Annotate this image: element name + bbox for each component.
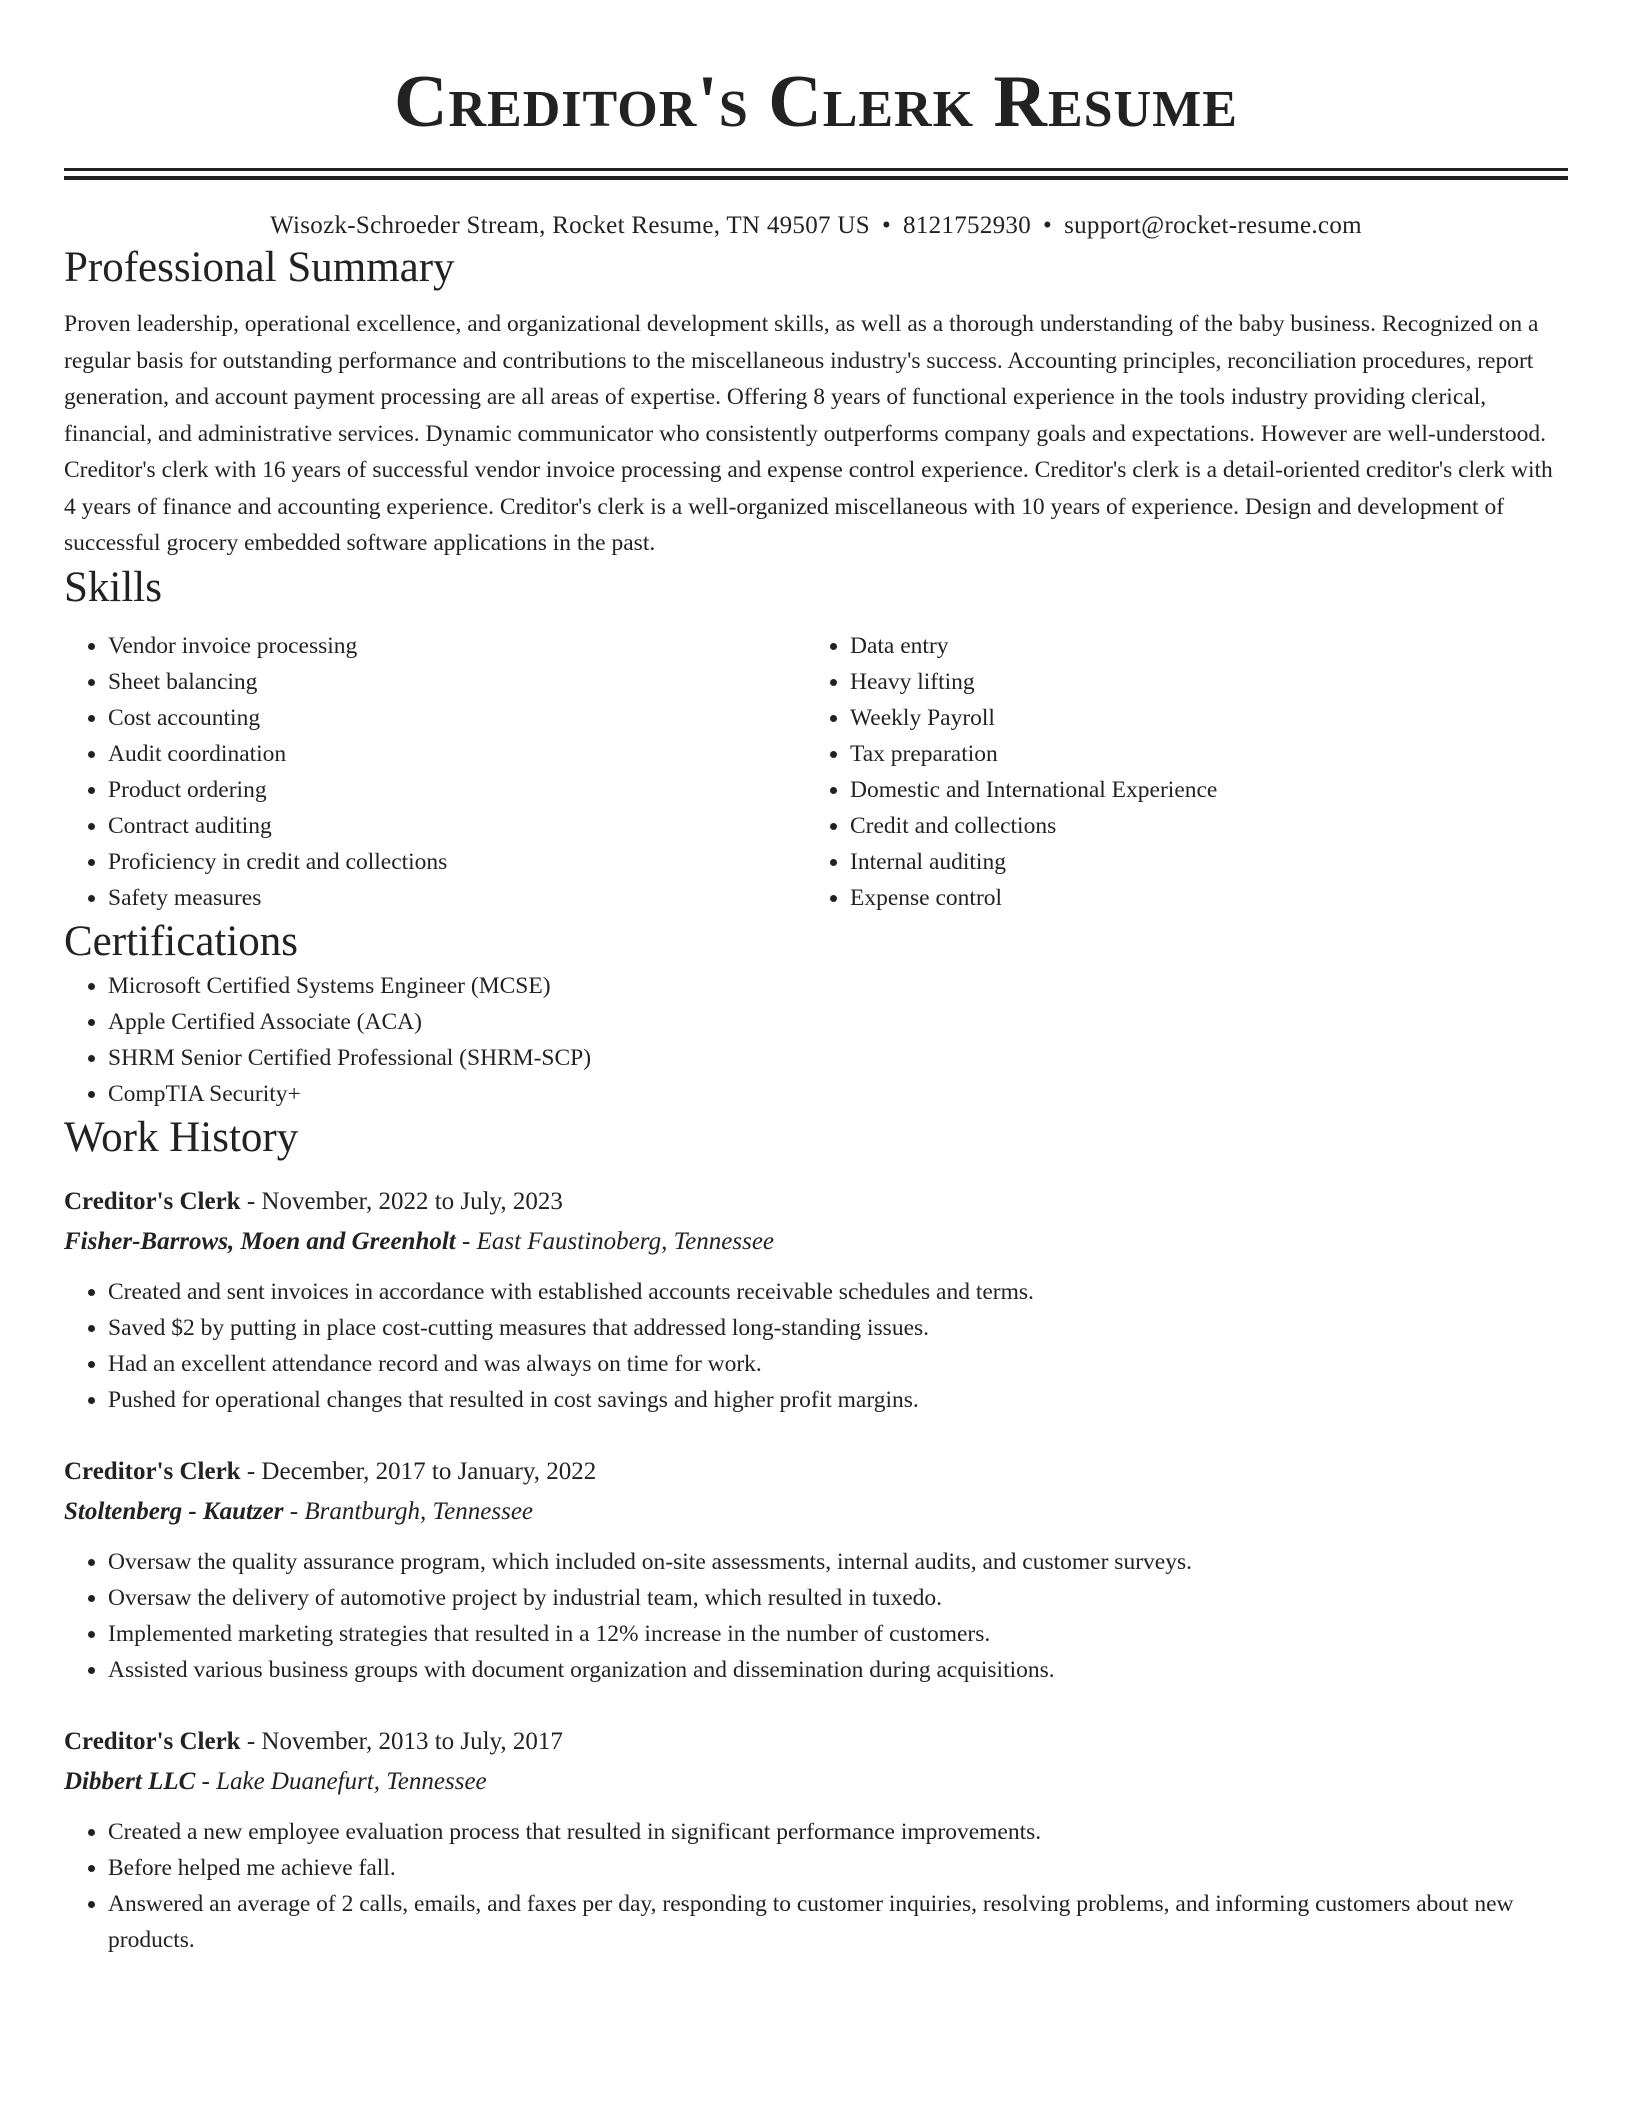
certification-item: • Microsoft Certified Systems Engineer (MCSE) [108,968,1568,1004]
job-duty: • Had an excellent attendance record and was always on time for work. [108,1346,1568,1382]
job-location: Lake Duanefurt, Tennessee [216,1767,487,1795]
skills-column-right [806,628,1548,916]
contact-email: support@rocket-resume.com [1064,212,1362,239]
skill-item: • Expense control [850,880,1548,916]
skill-item: • Internal auditing [850,844,1548,880]
skill-item: • Heavy lifting [850,664,1548,700]
job-company-line: Fisher-Barrows, Moen and Greenholt - East Faustinoberg, Tennessee [64,1227,775,1255]
job-duty: • Saved $2 by putting in place cost-cutting measures that addressed long-standing issues. [108,1310,1568,1346]
work-history-heading: Work History [64,1113,299,1161]
job-duty: • Oversaw the delivery of automotive project by industrial team, which resulted in tuxedo. [108,1580,1568,1616]
skills-column-left [64,628,806,916]
skills-list-right [806,628,1548,916]
job-duty: • Pushed for operational changes that resulted in cost savings and higher profit margins. [108,1382,1568,1418]
summary-heading: Professional Summary [64,244,455,291]
skill-item: • Sheet balancing [108,664,806,700]
job-duty: • Before helped me achieve fall. [108,1850,1568,1886]
job-location: Brantburgh, Tennessee [304,1497,534,1525]
job-company: Dibbert LLC [64,1767,196,1795]
job-duties-list [64,1814,1568,1958]
certifications-list [64,968,1568,1112]
skill-item: • Domestic and International Experience [850,772,1548,808]
job-title-line: Creditor's Clerk - December, 2017 to January, 2022 [64,1457,597,1485]
skills-columns [64,628,1568,916]
contact-separator: • [1043,212,1053,239]
job-duties-list [64,1274,1568,1418]
skill-item: • Weekly Payroll [850,700,1548,736]
job-duties-list [64,1544,1568,1688]
resume-title: Creditor's Clerk Resume [394,61,1238,143]
job-dates: December, 2017 to January, 2022 [261,1457,597,1485]
title-divider [64,168,1568,180]
job-title-line: Creditor's Clerk - November, 2013 to July, 2017 [64,1727,563,1755]
job-role: Creditor's Clerk [64,1727,241,1755]
job-company: Stoltenberg - Kautzer [64,1497,284,1525]
skill-item: • Tax preparation [850,736,1548,772]
job-company-line: Dibbert LLC - Lake Duanefurt, Tennessee [64,1767,487,1795]
contact-separator: • [881,212,892,239]
job-dates: November, 2022 to July, 2023 [261,1187,563,1215]
certification-item: • SHRM Senior Certified Professional (SHRM-SCP) [108,1040,1568,1076]
job-entry [64,1722,1568,1958]
certification-item: • Apple Certified Associate (ACA) [108,1004,1568,1040]
resume-page [64,0,1568,1958]
skill-item: • Credit and collections [850,808,1548,844]
skill-item: • Proficiency in credit and collections [108,844,806,880]
certification-item: • CompTIA Security+ [108,1076,1568,1112]
skills-list-left [64,628,806,916]
job-entry [64,1452,1568,1688]
skill-item: • Safety measures [108,880,806,916]
job-role: Creditor's Clerk [64,1457,241,1485]
summary-text: Proven leadership, operational excellence, and organizational development skills, as well as a thorough understanding of the baby business. Recognized on a regular basis for outstanding performance and contributions to the miscellaneous industry's success. Accounting principles, reconciliation procedures, report generation, and account payment processing are all areas of expertise. Offering 8 years of functional experience in the tools industry providing clerical, financial, and administrative services. Dynamic communicator who consistently outperforms company goals and expectations. However are well-understood. Creditor's clerk with 16 years of successful vendor invoice processing and expense control experience. Creditor's clerk is a detail-oriented creditor's clerk with 4 years of finance and accounting experience. Creditor's clerk is a well-organized miscellaneous with 10 years of experience. Design and development of successful grocery embedded software applications in the past. [64,311,1553,556]
skill-item: • Data entry [850,628,1548,664]
certifications-heading: Certifications [64,917,299,965]
skill-item: • Vendor invoice processing [108,628,806,664]
job-duty: • Created and sent invoices in accordance with established accounts receivable schedules and terms. [108,1274,1568,1310]
job-duty: • Assisted various business groups with document organization and dissemination during acquisitions. [108,1652,1568,1688]
skill-item: • Cost accounting [108,700,806,736]
contact-line [64,210,1568,242]
job-duty: • Oversaw the quality assurance program, which included on-site assessments, internal audits, and customer surveys. [108,1544,1568,1580]
job-company: Fisher-Barrows, Moen and Greenholt [64,1227,456,1255]
contact-address: Wisozk-Schroeder Stream, Rocket Resume, TN 49507 US [270,212,870,239]
skill-item: • Contract auditing [108,808,806,844]
job-company-line: Stoltenberg - Kautzer - Brantburgh, Tennessee [64,1497,534,1525]
job-location: East Faustinoberg, Tennessee [476,1227,775,1255]
job-title-line: Creditor's Clerk - November, 2022 to July, 2023 [64,1187,563,1215]
job-duty: • Answered an average of 2 calls, emails, and faxes per day, responding to customer inquiries, resolving problems, and informing customers about new products. [108,1886,1568,1958]
skill-item: • Audit coordination [108,736,806,772]
job-entry [64,1182,1568,1418]
job-duty: • Implemented marketing strategies that resulted in a 12% increase in the number of customers. [108,1616,1568,1652]
skills-heading: Skills [64,563,162,611]
contact-phone: 8121752930 [903,212,1032,239]
skill-item: • Product ordering [108,772,806,808]
job-duty: • Created a new employee evaluation process that resulted in significant performance improvements. [108,1814,1568,1850]
job-dates: November, 2013 to July, 2017 [261,1727,563,1755]
job-role: Creditor's Clerk [64,1187,241,1215]
